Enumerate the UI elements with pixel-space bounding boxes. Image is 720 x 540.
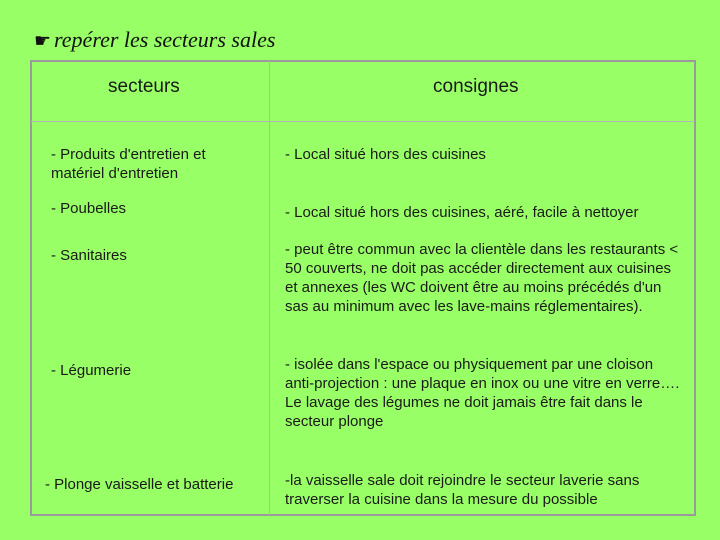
secteur-cell: - Plonge vaisselle et batterie: [45, 476, 234, 493]
secteur-cell: - Poubelles: [51, 200, 127, 217]
consigne-cell: - peut être commun avec la clientèle dans les restaurants < 50 couverts, ne doit pas accéder directement aux cuisines et annexes (les WC doivent être au moins précédés d'un sas au minimum avec les lave-mains réglementaires).: [285, 241, 679, 315]
slide-title-text: repérer les secteurs sales: [54, 27, 276, 52]
secteur-cell: - Sanitaires: [51, 247, 127, 264]
consigne-cell: - isolée dans l'espace ou physiquement par une cloison anti-projection : une plaque en inox ou une vitre en verre…. Le lavage des légumes ne doit jamais être fait dans le secteur plonge: [285, 356, 680, 430]
header-divider: [31, 121, 695, 122]
secteur-cell: - Produits d'entretien et matériel d'entretien: [51, 146, 206, 182]
pointing-hand-icon: ☛: [34, 31, 52, 52]
slide-title: [34, 27, 275, 53]
consigne-cell: - Local situé hors des cuisines, aéré, facile à nettoyer: [285, 204, 639, 221]
consigne-cell: -la vaisselle sale doit rejoindre le secteur laverie sans traverser la cuisine dans la mesure du possible: [285, 472, 640, 508]
secteur-cell: - Légumerie: [51, 362, 132, 379]
consigne-cell: - Local situé hors des cuisines: [285, 146, 486, 163]
header-consignes: consignes: [433, 76, 519, 97]
column-divider: [269, 61, 270, 515]
header-secteurs: secteurs: [108, 76, 180, 97]
